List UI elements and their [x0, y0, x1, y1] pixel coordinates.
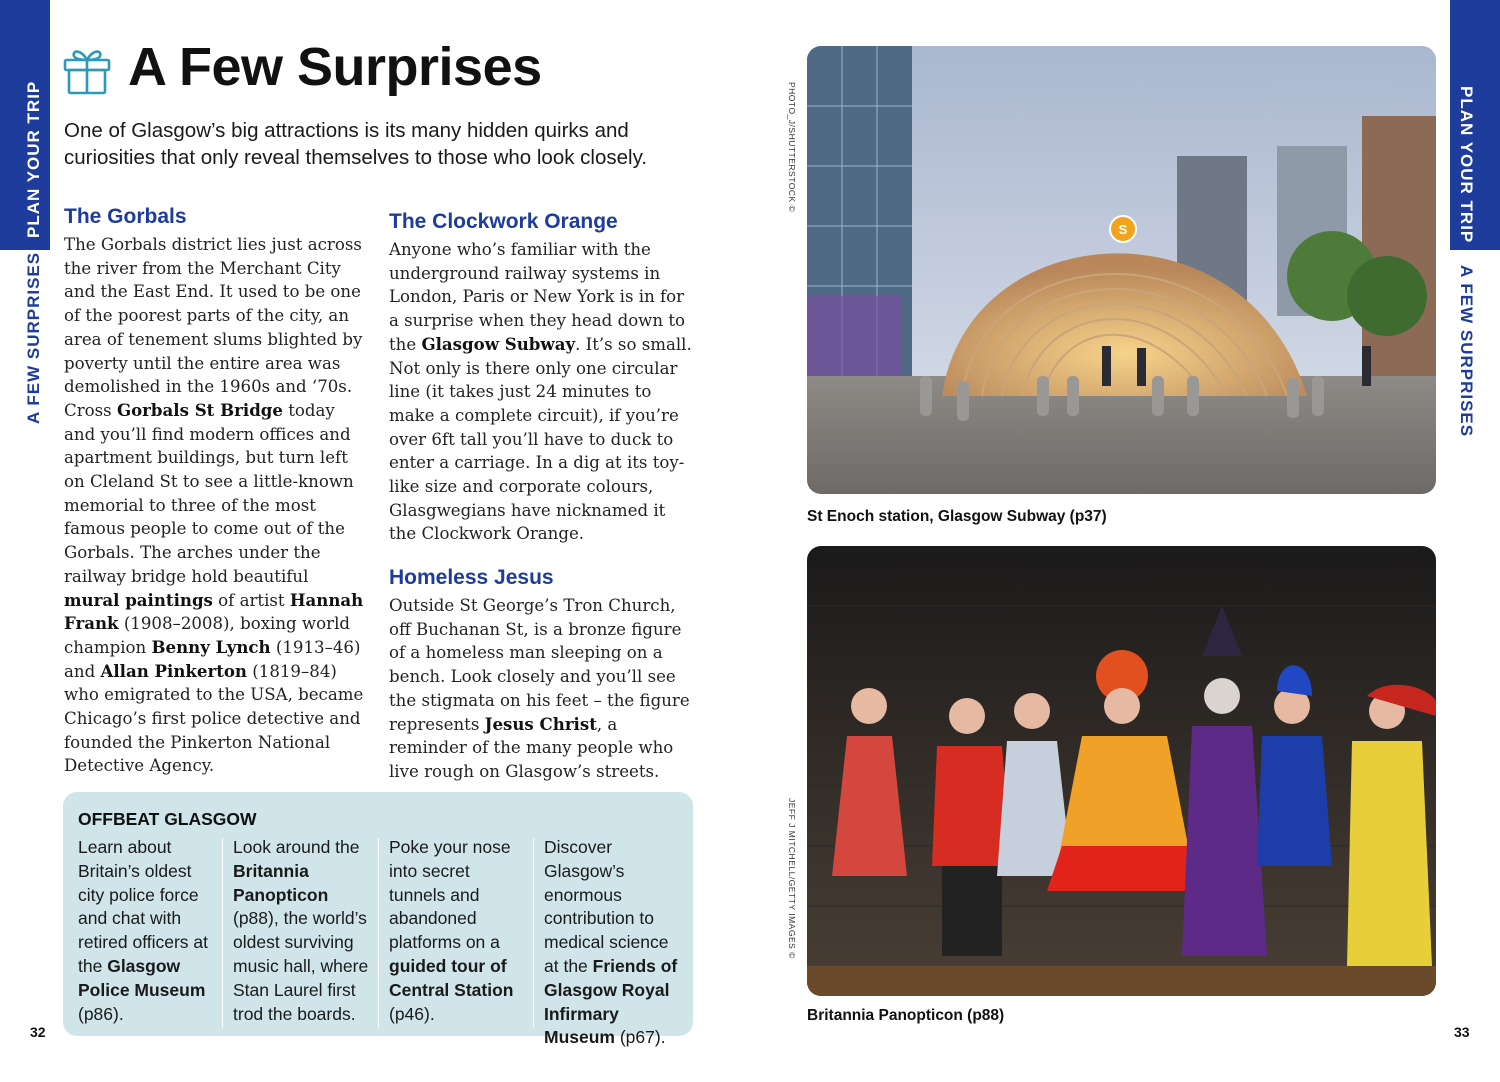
offbeat-col-2: Look around the Britannia Panopticon (p88), the world’s oldest surviving music hall, where Stan Laurel first trod the boards.: [233, 837, 369, 1024]
photo-panopticon: [807, 546, 1436, 996]
photo-credit-bottom: JEFF J MITCHELL/GETTY IMAGES ©: [787, 798, 797, 959]
gorbals-text: The Gorbals district lies just across the river from the Merchant City and the East End. It used to be one of the poorest parts of the city, an area of tenement slums blighted by poverty until the entire area was demolished in the 1960s and ‘70s. Cross Gorbals St Bridge today and you’ll find modern offices and apartment buildings, but turn left on Cleland St to see a little-known memorial to three of the most famous people to come out of the Gorbals. The arches under the railway bridge hold beautiful mural paintings of artist Hannah Frank (1908–2008), boxing world champion Benny Lynch (1913–46) and Allan Pinkerton (1819–84) who emigrated to the USA, became Chicago’s first police detective and founded the Pinkerton National Detective Agency.: [64, 235, 364, 776]
offbeat-heading: OFFBEAT GLASGOW: [78, 809, 257, 829]
side-tab-right-plan-label: PLAN YOUR TRIP: [1457, 86, 1476, 244]
clockwork-heading: The Clockwork Orange: [389, 210, 618, 233]
clockwork-text: Anyone who’s familiar with the underground railway systems in London, Paris or New York is in for a surprise when they head down to the Glasgow Subway. It’s so small. Not only is there only one circular line (it takes just 24 minutes to make a complete circuit), if you’re over 6ft tall you’ll have to duck to enter a carriage. In a dig at its toy-like size and corporate colours, Glasgwegians have nicknamed it the Clockwork Orange.: [389, 240, 692, 544]
side-tab-left-plan-label: PLAN YOUR TRIP: [24, 80, 43, 238]
page-number-right: 33: [1454, 1024, 1470, 1040]
homeless-text: Outside St George’s Tron Church, off Buchanan St, is a bronze figure of a homeless man sleeping on a bench. Look closely and you’ll see the stigmata on his feet – the figure represents Jesus Christ, a reminder of the many people who live rough on Glasgow’s streets.: [389, 596, 690, 781]
gorbals-heading: The Gorbals: [64, 205, 187, 228]
offbeat-col-3: Poke your nose into secret tunnels and abandoned platforms on a guided tour of Central Station (p46).: [389, 837, 514, 1024]
intro-text: One of Glasgow’s big attractions is its many hidden quirks and curiosities that only reveal themselves to those who look closely.: [64, 119, 648, 169]
photo-st-enoch: [807, 46, 1436, 494]
page-number-left: 32: [30, 1024, 46, 1040]
offbeat-col-1: Learn about Britain’s oldest city police force and chat with retired officers at the Glasgow Police Museum (p86).: [78, 837, 209, 1024]
offbeat-col-4: Discover Glasgow’s enormous contribution to medical science at the Friends of Glasgow Royal Infirmary Museum (p67).: [544, 837, 678, 1048]
panopticon-illustration: [807, 546, 1436, 996]
side-tab-left-section-label: A FEW SURPRISES: [24, 251, 43, 424]
caption-panopticon: Britannia Panopticon (p88): [807, 1007, 1005, 1024]
gift-icon: [62, 44, 112, 96]
caption-st-enoch: St Enoch station, Glasgow Subway (p37): [807, 508, 1107, 525]
side-tab-right-section-label: A FEW SURPRISES: [1457, 265, 1476, 438]
offbeat-divider: [533, 838, 534, 1028]
offbeat-divider: [378, 838, 379, 1028]
photo-credit-top: PHOTO_J/SHUTTERSTOCK ©: [787, 82, 797, 213]
subway-sign-letter: S: [1118, 222, 1128, 237]
offbeat-divider: [222, 838, 223, 1028]
homeless-heading: Homeless Jesus: [389, 566, 554, 589]
st-enoch-illustration: [807, 46, 1436, 494]
page-title: A Few Surprises: [128, 37, 542, 97]
